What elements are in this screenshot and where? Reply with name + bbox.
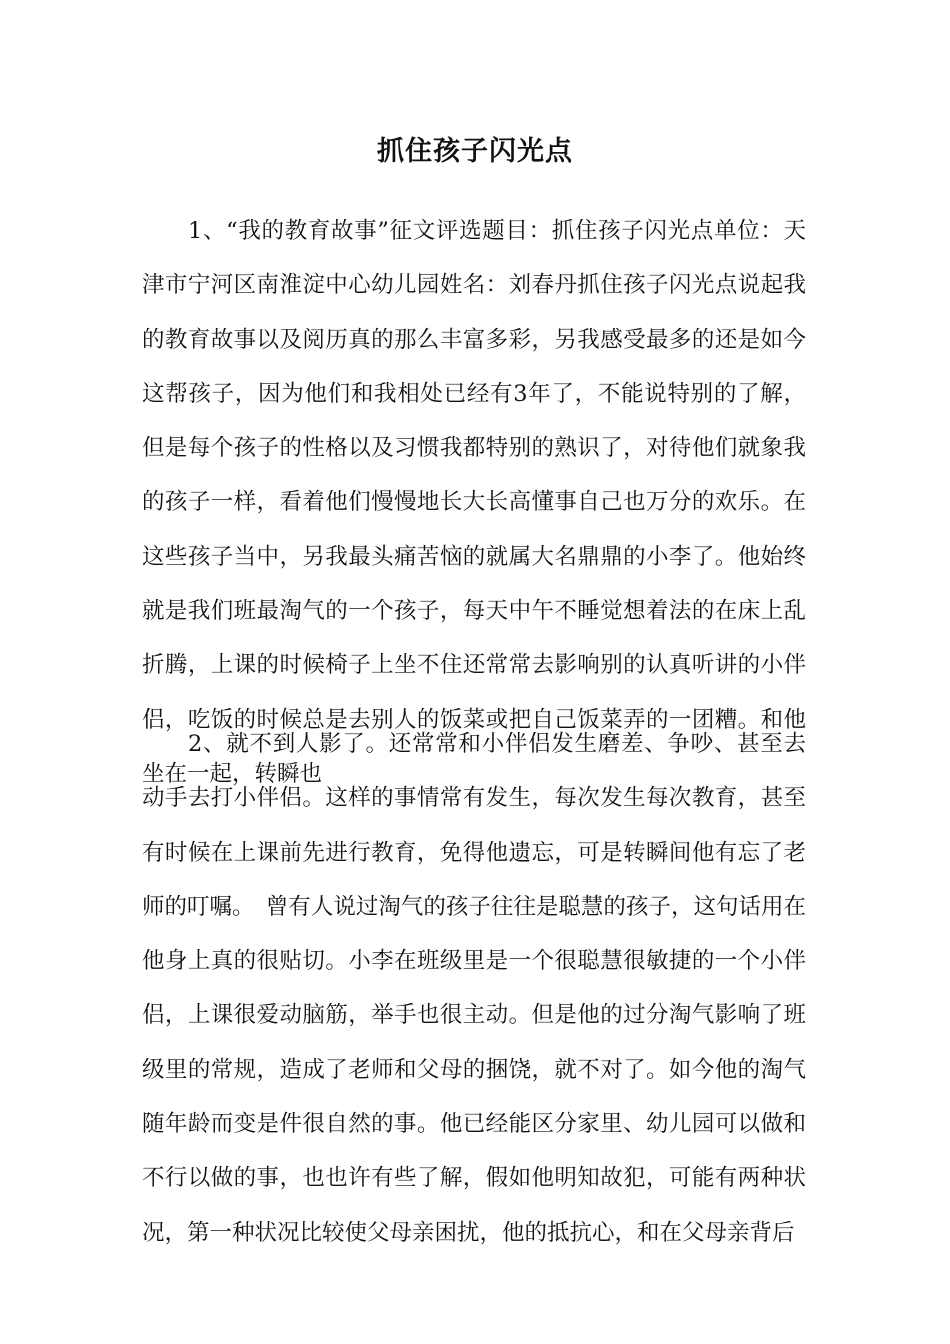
paragraph-2: 2、就不到人影了。还常常和小伴侣发生磨差、争吵、甚至去动手去打小伴侣。这样的事情常有发生，每次发生每次教育，甚至有时候在上课前先进行教育，免得他遗忘，可是转瞬间他有忘了老师的叮嘱。 曾有人说过淘气的孩子往往是聪慧的孩子，这句话用在他身上真的很贴切。小李在班级里是一个很聪慧很敏捷的一个小伴侣，上课很爱动脑筋，举手也很主动。但是他的过分淘气影响了班级里的常规，造成了老师和父母的捆饶，就不对了。如今他的淘气随年龄而变是件很自然的事。他已经能区分家里、幼儿园可以做和不行以做的事，也也许有些了解，假如他明知故犯，可能有两种状况，第一种状况比较使父母亲困扰，他的抵抗心，和在父母亲背后 [142,731,806,1246]
paragraph-1: 1、“我的教育故事”征文评选题目：抓住孩子闪光点单位：天津市宁河区南淮淀中心幼儿园姓名：刘春丹抓住孩子闪光点说起我的教育故事以及阅历真的那么丰富多彩，另我感受最多的还是如今这帮孩子，因为他们和我相处已经有3年了，不能说特别的了解，但是每个孩子的性格以及习惯我都特别的熟识了，对待他们就象我的孩子一样，看着他们慢慢地长大长高懂事自己也万分的欢乐。在这些孩子当中，另我最头痛苦恼的就属大名鼎鼎的小李了。他始终就是我们班最淘气的一个孩子，每天中午不睡觉想着法的在床上乱折腾，上课的时候椅子上坐不住还常常去影响别的认真听讲的小伴侣，吃饭的时候总是去别人的饭菜或把自己饭菜弄的一团糟。和他坐在一起，转瞬也 [142,218,806,787]
document-title: 抓住孩子闪光点 [377,136,573,167]
